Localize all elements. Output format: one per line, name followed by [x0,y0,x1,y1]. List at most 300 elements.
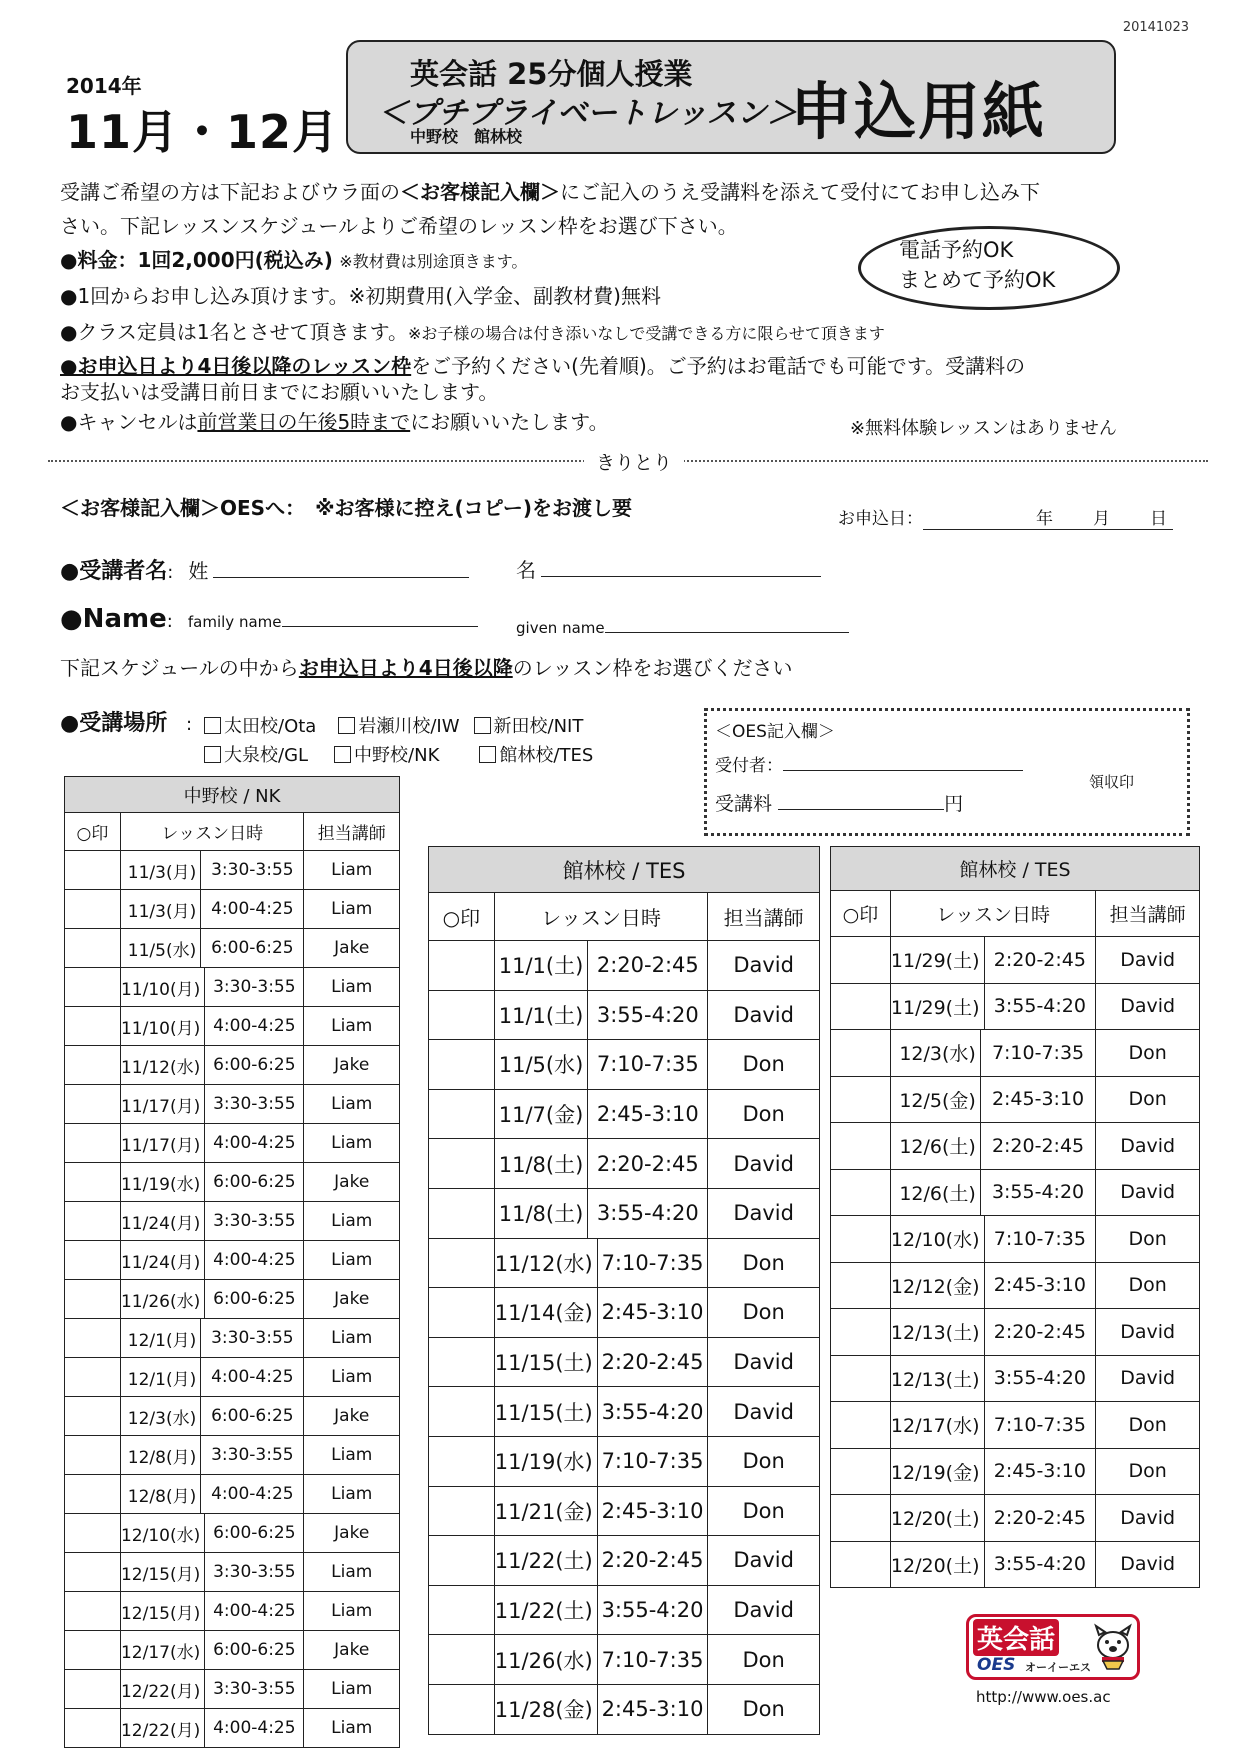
mark-cell[interactable] [429,1040,495,1090]
teacher-cell: Don [1096,1448,1200,1495]
mark-cell[interactable] [831,1030,891,1077]
mark-cell[interactable] [831,1355,891,1402]
mark-cell[interactable] [429,1635,495,1685]
table-row [65,1241,400,1280]
mark-cell[interactable] [65,1514,121,1553]
bullet-4-text: をご予約ください(先着順)。ご予約はお電話でも可能です。受講料の [411,354,1026,378]
mark-cell[interactable] [65,968,121,1007]
teacher-cell: David [1096,1541,1200,1588]
mark-cell[interactable] [65,1319,121,1358]
title-line1: 英会話 25分個人授業 [410,57,693,91]
document-code: 20141023 [1122,20,1189,35]
table-row [65,968,400,1007]
lesson-date: 12/10(水) [891,1216,985,1262]
schedule-table-tes-2 [830,846,1200,1588]
lesson-datetime-cell [494,1436,708,1486]
lesson-time: 6:00-6:25 [211,1406,294,1426]
mark-cell[interactable] [65,1475,121,1514]
mark-cell[interactable] [831,1123,891,1170]
location-option[interactable] [474,716,584,737]
fee-line [60,246,527,276]
col-teacher: 担当講師 [1096,891,1200,937]
mark-cell[interactable] [831,1309,891,1356]
mark-cell[interactable] [831,1216,891,1263]
lesson-datetime-cell [494,1089,708,1139]
name-en-label: ●Name [60,604,167,634]
teacher-cell: Liam [304,1202,400,1241]
lesson-date: 11/8(土) [495,1189,589,1238]
lesson-datetime-cell [494,1188,708,1238]
title-box [346,40,1116,154]
lesson-datetime-cell [494,990,708,1040]
location-option[interactable] [479,745,593,766]
lesson-datetime-cell [494,1337,708,1387]
mark-cell[interactable] [429,1536,495,1586]
lesson-datetime-cell [120,1124,304,1163]
intro-emphasis: ＜お客様記入欄＞ [400,180,560,204]
table-row [831,1123,1200,1170]
lesson-date: 11/22(土) [495,1586,598,1635]
teacher-cell: Liam [304,1709,400,1748]
table-row [429,1536,820,1586]
location-options-row1 [204,712,583,738]
mark-cell[interactable] [831,1076,891,1123]
mark-cell[interactable] [429,990,495,1040]
bullet-2: ●1回からお申し込み頂けます。※初期費用(入学金、副教材費)無料 [60,284,661,308]
date-label: お申込日： [838,509,923,529]
lesson-time: 3:30-3:55 [213,1562,296,1582]
checkbox[interactable] [474,717,491,734]
lesson-datetime-cell [120,1553,304,1592]
mark-cell[interactable] [65,1709,121,1748]
lesson-datetime-cell [120,1319,304,1358]
teacher-cell: Liam [304,968,400,1007]
mark-cell[interactable] [65,1163,121,1202]
surname-field[interactable] [213,555,469,578]
mark-cell[interactable] [65,1241,121,1280]
checkbox[interactable] [338,717,355,734]
checkbox[interactable] [204,717,221,734]
location-label-ota: 太田校/Ota [224,716,317,737]
teacher-cell: Liam [304,1670,400,1709]
lesson-datetime-cell [494,1238,708,1288]
intro-line2: さい。下記レッスンスケジュールよりご希望のレッスン枠をお選び下さい。 [60,214,738,238]
teacher-cell: Don [708,1040,820,1090]
mark-cell[interactable] [65,1358,121,1397]
lesson-datetime-cell [120,929,304,968]
mark-cell[interactable] [831,1169,891,1216]
mark-cell[interactable] [429,1089,495,1139]
teacher-cell: Jake [304,1397,400,1436]
lesson-datetime-cell [494,1387,708,1437]
yen-label: 円 [944,793,964,815]
mark-cell[interactable] [429,1337,495,1387]
lesson-time: 7:10-7:35 [991,1041,1085,1064]
teacher-cell: David [1096,1495,1200,1542]
fee-field[interactable] [778,791,944,810]
lesson-time: 7:10-7:35 [596,1052,699,1077]
lesson-time: 3:30-3:55 [211,1328,294,1348]
intro-text: にご記入のうえ受講料を添えて受付にてお申し込み下 [560,180,1040,204]
mark-cell[interactable] [831,1541,891,1588]
lesson-time: 6:00-6:25 [213,1523,296,1543]
title-schools: 中野校 館林校 [410,127,523,146]
teacher-cell: Don [1096,1216,1200,1263]
lesson-date: 11/5(水) [121,929,201,967]
lesson-date: 12/1(月) [121,1358,201,1396]
name-colon: : [167,562,174,583]
logo-reading: オーイーエス [1025,1661,1091,1674]
table-row [65,1436,400,1475]
lesson-datetime-cell [890,1355,1095,1402]
teacher-cell: Liam [304,851,400,890]
mark-cell[interactable] [65,1592,121,1631]
lesson-date: 11/17(月) [121,1085,205,1123]
lesson-time: 4:00-4:25 [213,1133,296,1153]
location-option[interactable] [204,716,316,737]
table-row [65,890,400,929]
teacher-cell: David [708,1139,820,1189]
table-row [429,1684,820,1734]
location-label-iw: 岩瀬川校/IW [358,716,460,737]
schedule-table-tes-1 [428,846,820,1735]
mark-cell[interactable] [65,890,121,929]
oval-line2: まとめて予約OK [899,268,1056,292]
table-row [429,1635,820,1685]
lesson-date: 11/29(土) [891,984,985,1030]
mark-cell[interactable] [429,1238,495,1288]
teacher-cell: Liam [304,1319,400,1358]
table-row [65,1397,400,1436]
bullet-3 [60,318,885,348]
schedule-text: のレッスン枠をお選びください [512,656,793,680]
mark-cell[interactable] [831,983,891,1030]
table-row [429,1139,820,1189]
location-label-nit: 新田校/NIT [493,716,584,737]
col-mark: ○印 [65,813,121,851]
lesson-date: 12/17(水) [891,1402,985,1448]
lesson-datetime-cell [120,1280,304,1319]
oes-staff-box [704,708,1190,836]
table-row [831,1076,1200,1123]
lesson-time: 3:30-3:55 [213,1679,296,1699]
lesson-time: 7:10-7:35 [601,1647,704,1672]
teacher-cell: David [1096,1123,1200,1170]
mark-cell[interactable] [65,1436,121,1475]
lesson-time: 7:10-7:35 [993,1413,1086,1436]
teacher-cell: David [1096,1169,1200,1216]
col-date: レッスン日時 [494,893,708,941]
lesson-datetime-cell [890,983,1095,1030]
lesson-time: 3:55-4:20 [596,1201,699,1226]
lesson-date: 11/24(月) [121,1241,205,1279]
location-label: ●受講場所 [60,711,168,736]
checkbox[interactable] [204,746,221,763]
location-label-tes: 館林校/TES [499,745,594,766]
table-row [429,1387,820,1437]
lesson-time: 3:30-3:55 [213,1211,296,1231]
mark-cell[interactable] [65,851,121,890]
table-row [65,1514,400,1553]
given-name-label: given name [516,619,605,637]
schedule-emphasis: お申込日より4日後以降 [298,656,513,680]
lesson-time: 7:10-7:35 [993,1227,1086,1250]
customer-section-title: ＜お客様記入欄＞OESへ： ※お客様に控え(コピー)をお渡し要 [60,496,632,520]
table-row [831,1030,1200,1077]
mark-cell[interactable] [831,1262,891,1309]
lesson-datetime-cell [494,1536,708,1586]
lesson-time: 2:20-2:45 [596,1151,699,1176]
mark-cell[interactable] [831,1402,891,1449]
bullet-5-emphasis: 前営業日の午後5時まで [197,410,411,434]
teacher-cell: Liam [304,1553,400,1592]
lesson-datetime-cell [120,890,304,929]
lesson-time: 2:45-3:10 [991,1088,1085,1111]
mark-cell[interactable] [429,941,495,991]
lesson-time: 2:20-2:45 [601,1548,704,1573]
family-name-label: family name [187,613,282,631]
table-row [65,1085,400,1124]
fee-note: ※教材費は別途頂きます。 [339,252,528,271]
lesson-time: 3:55-4:20 [601,1598,704,1623]
oes-logo [966,1614,1140,1680]
lesson-time: 4:00-4:25 [211,899,294,919]
teacher-cell: Liam [304,1007,400,1046]
lesson-date: 11/10(月) [121,968,205,1006]
given-field[interactable] [541,554,821,577]
teacher-cell: Liam [304,1085,400,1124]
table-row [831,983,1200,1030]
teacher-cell: David [1096,1309,1200,1356]
teacher-cell: Jake [304,1280,400,1319]
bullet-5 [60,408,609,436]
family-name-field[interactable] [282,608,478,627]
lesson-date: 11/10(月) [121,1007,205,1045]
lesson-datetime-cell [494,1288,708,1338]
mark-cell[interactable] [831,937,891,984]
given-name-en-row [516,614,849,637]
lesson-date: 11/7(金) [495,1090,589,1139]
mark-cell[interactable] [831,1495,891,1542]
table-row [831,1495,1200,1542]
teacher-cell: Don [708,1436,820,1486]
lesson-date: 11/19(水) [121,1163,205,1201]
location-option[interactable] [204,745,308,766]
table-row [429,1585,820,1635]
mark-cell[interactable] [429,1387,495,1437]
teacher-cell: Don [1096,1030,1200,1077]
lesson-date: 12/22(月) [121,1670,205,1708]
checkbox[interactable] [479,746,496,763]
lesson-time: 4:00-4:25 [213,1250,296,1270]
intro-text: 受講ご希望の方は下記およびウラ面の [60,180,400,204]
schedule-table-nk [64,776,400,1748]
lesson-datetime-cell [120,1475,304,1514]
lesson-date: 11/5(水) [495,1040,589,1089]
lesson-date: 12/15(月) [121,1553,205,1591]
lesson-date: 12/6(土) [891,1123,981,1169]
bullet-4-emphasis: ●お申込日より4日後以降のレッスン枠 [60,354,412,378]
mark-cell[interactable] [831,1448,891,1495]
mark-cell[interactable] [429,1486,495,1536]
table-row [65,1553,400,1592]
col-teacher: 担当講師 [708,893,820,941]
lesson-datetime-cell [120,1163,304,1202]
table-row [429,1238,820,1288]
lesson-time: 3:55-4:20 [991,1181,1085,1204]
teacher-cell: David [708,1337,820,1387]
lesson-date: 11/21(金) [495,1487,598,1536]
table-row [429,1188,820,1238]
mark-cell[interactable] [429,1288,495,1338]
lesson-time: 3:55-4:20 [993,1367,1086,1390]
lesson-date: 12/15(月) [121,1592,205,1630]
table-row [831,1402,1200,1449]
lesson-time: 2:20-2:45 [991,1134,1085,1157]
intro-line1 [60,178,1040,206]
cut-label: きりとり [584,448,684,475]
lesson-time: 6:00-6:25 [213,1172,296,1192]
lesson-date: 11/26(水) [121,1280,205,1318]
teacher-cell: Jake [304,1631,400,1670]
lesson-time: 4:00-4:25 [213,1016,296,1036]
teacher-cell: David [708,1536,820,1586]
application-date [838,504,1173,530]
lesson-time: 4:00-4:25 [213,1601,296,1621]
lesson-date: 12/19(金) [891,1449,985,1495]
col-mark: ○印 [831,891,891,937]
checkbox[interactable] [334,746,351,763]
lesson-datetime-cell [890,1076,1095,1123]
table-row [429,1040,820,1090]
lesson-time: 2:45-3:10 [601,1300,704,1325]
mark-cell[interactable] [429,1436,495,1486]
teacher-cell: Don [1096,1076,1200,1123]
lesson-date: 11/14(金) [495,1288,598,1337]
website-url: http://www.oes.ac [976,1688,1111,1706]
lesson-date: 12/17(水) [121,1631,205,1669]
teacher-cell: Liam [304,1592,400,1631]
mark-cell[interactable] [429,1684,495,1734]
location-label-gl: 大泉校/GL [224,745,309,766]
lesson-datetime-cell [120,1670,304,1709]
lesson-date: 12/8(月) [121,1436,201,1474]
lesson-time: 2:20-2:45 [993,1320,1086,1343]
table-row [65,1007,400,1046]
lesson-date: 12/13(土) [891,1309,985,1355]
bullet-4 [60,352,1025,380]
mark-cell[interactable] [429,1585,495,1635]
lesson-date: 12/20(土) [891,1495,985,1541]
table-row [65,1280,400,1319]
teacher-cell: Liam [304,1358,400,1397]
mark-cell[interactable] [65,1007,121,1046]
mark-cell[interactable] [429,1139,495,1189]
lesson-date: 11/19(水) [495,1437,598,1486]
receptionist-field[interactable] [783,754,1023,771]
mark-cell[interactable] [65,1553,121,1592]
date-year: 年 [1036,509,1053,529]
teacher-cell: David [1096,937,1200,984]
lesson-datetime-cell [494,1635,708,1685]
lesson-datetime-cell [890,1448,1095,1495]
lesson-datetime-cell [494,941,708,991]
teacher-cell: Liam [304,1436,400,1475]
lesson-time: 3:55-4:20 [596,1002,699,1027]
date-day: 日 [1150,509,1167,529]
logo-brand: OES [977,1655,1016,1675]
given-name-field[interactable] [605,614,849,633]
lesson-date: 12/8(月) [121,1475,201,1513]
mark-cell[interactable] [65,1631,121,1670]
location-option[interactable] [338,716,459,737]
table-row [831,1169,1200,1216]
teacher-cell: Don [708,1635,820,1685]
date-field[interactable] [923,504,1173,530]
lesson-date: 11/22(土) [495,1536,598,1585]
lesson-time: 6:00-6:25 [213,1640,296,1660]
lesson-datetime-cell [120,1202,304,1241]
mark-cell[interactable] [65,1670,121,1709]
col-mark: ○印 [429,893,495,941]
table-row [65,1163,400,1202]
lesson-date: 12/20(土) [891,1542,985,1588]
mark-cell[interactable] [65,1124,121,1163]
table-row [429,1486,820,1536]
months-label: 11月・12月 [66,105,340,159]
lesson-datetime-cell [120,1631,304,1670]
mark-cell[interactable] [65,1397,121,1436]
lesson-datetime-cell [890,1541,1095,1588]
mark-cell[interactable] [65,1085,121,1124]
mark-cell[interactable] [429,1188,495,1238]
location-option[interactable] [334,745,439,766]
lesson-date: 11/15(土) [495,1387,598,1436]
lesson-datetime-cell [494,1139,708,1189]
lesson-time: 2:45-3:10 [601,1697,704,1722]
lesson-date: 11/1(土) [495,991,589,1040]
title-line2: ＜プチプライベートレッスン＞ [378,96,797,131]
lesson-date: 11/24(月) [121,1202,205,1240]
lesson-time: 2:20-2:45 [993,948,1086,971]
mark-cell[interactable] [65,1046,121,1085]
lesson-datetime-cell [890,937,1095,984]
receptionist-row [715,751,1023,776]
fee-row [715,789,963,816]
table-row [65,1475,400,1514]
lesson-datetime-cell [120,1085,304,1124]
lesson-datetime-cell [890,1309,1095,1356]
mark-cell[interactable] [65,1202,121,1241]
lesson-time: 6:00-6:25 [211,938,294,958]
student-name-row [60,554,469,585]
lesson-date: 12/22(月) [121,1709,205,1747]
lesson-datetime-cell [494,1040,708,1090]
teacher-cell: Jake [304,1163,400,1202]
bullet-5-text: にお願いいたします。 [410,410,609,434]
table-row [65,1358,400,1397]
mark-cell[interactable] [65,1280,121,1319]
english-name-row: ●Name: family name [60,604,478,634]
mark-cell[interactable] [65,929,121,968]
lesson-time: 4:00-4:25 [211,1484,294,1504]
lesson-date: 12/5(金) [891,1077,981,1123]
lesson-date: 11/3(月) [121,890,201,928]
given-name-row [516,554,821,583]
table-title: 館林校 / TES [831,847,1200,891]
table-row [429,941,820,991]
bulldog-mascot-icon [1093,1623,1133,1671]
